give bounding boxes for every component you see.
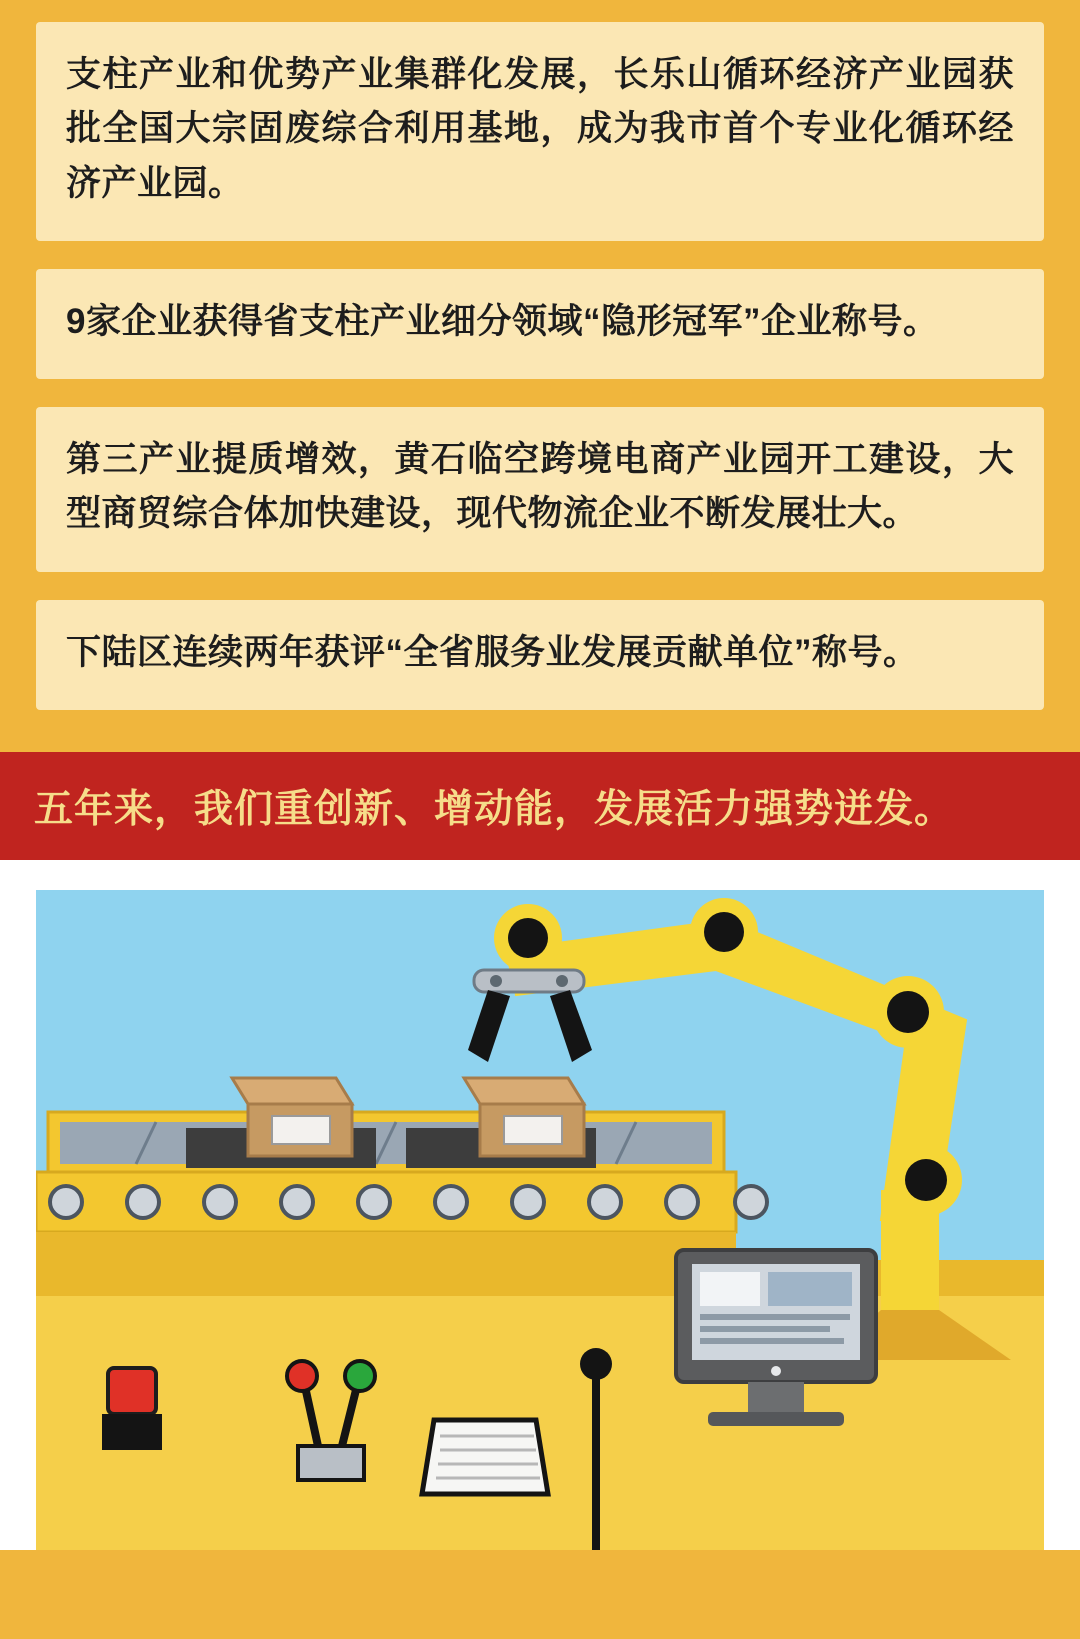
- banner-title: 五年来，我们重创新、增动能，发展活力强势迸发。: [34, 787, 955, 831]
- list-item: [36, 22, 1044, 241]
- arm-joint-icon: [905, 1159, 947, 1201]
- list-item-text: 下陆区连续两年获评“全省服务业发展贡献单位”称号。: [66, 632, 919, 672]
- arm-joint-icon: [887, 991, 929, 1033]
- list-item-text: 第三产业提质增效，黄石临空跨境电商产业园开工建设，大型商贸综合体加快建设，现代物流企业不断发展壮大。: [66, 440, 1014, 534]
- factory-illustration: [0, 860, 1080, 1550]
- list-item: [36, 407, 1044, 572]
- document-icon: [422, 1420, 548, 1494]
- section-banner: [0, 752, 1080, 860]
- list-item: [36, 269, 1044, 379]
- parcel-box: [232, 1078, 352, 1156]
- arm-joint-icon: [704, 912, 744, 952]
- list-item-text: 9家企业获得省支柱产业细分领域“隐形冠军”企业称号。: [66, 301, 939, 341]
- conveyor-belt: [36, 1112, 767, 1272]
- achievements-list: [0, 0, 1080, 752]
- parcel-box: [464, 1078, 584, 1156]
- arm-joint-icon: [508, 918, 548, 958]
- signal-light-icon: [102, 1368, 162, 1450]
- list-item-text: 支柱产业和优势产业集群化发展，长乐山循环经济产业园获批全国大宗固废综合利用基地，成为我市首个专业化循环经济产业园。: [66, 55, 1014, 203]
- list-item: [36, 600, 1044, 710]
